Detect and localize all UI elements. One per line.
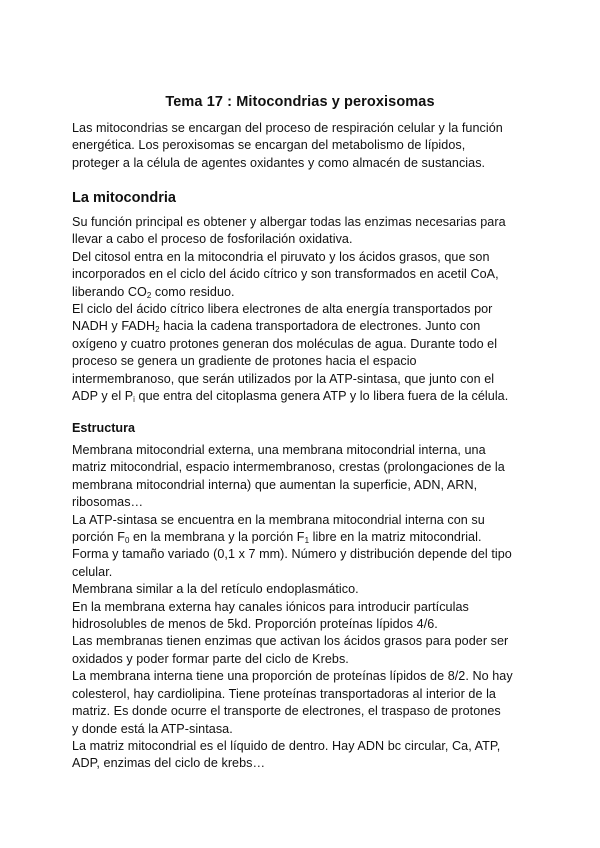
text-line: En la membrana externa hay canales iónicos para introducir partículas (72, 599, 469, 614)
subscript: i (133, 395, 135, 405)
text-line: La matriz mitocondrial es el líquido de dentro. Hay ADN bc circular, Ca, ATP, (72, 738, 501, 753)
text-line: Del citosol entra en la mitocondria el piruvato y los ácidos grasos, que son (72, 249, 490, 264)
section-heading-mitocondria: La mitocondria (72, 190, 176, 206)
text-fragment: hacia la cadena transportadora de electrones. Junto con (159, 319, 481, 334)
text-line: y donde está la ATP-sintasa. (72, 721, 233, 736)
page-title: Tema 17 : Mitocondrias y peroxisomas (165, 94, 435, 110)
text-line: ribosomas… (72, 495, 144, 510)
subscript: 2 (155, 325, 160, 335)
subscript: 1 (304, 536, 310, 546)
text-fragment: porción F (72, 530, 125, 545)
text-line: matriz. Es donde ocurre el transporte de electrones, el traspaso de protones (72, 704, 501, 719)
text-fragment: NADH y FADH (72, 319, 156, 334)
text-line: oxidados y poder formar parte del ciclo de Krebs. (72, 651, 349, 666)
text-line: energética. Los peroxisomas se encargan del metabolismo de lípidos, (72, 138, 466, 153)
text-line: El ciclo del ácido cítrico libera electrones de alta energía transportados por (72, 302, 493, 317)
text-line: Membrana similar a la del retículo endoplasmático. (72, 582, 359, 597)
text-line: llevar a cabo el proceso de fosforilación oxidativa. (72, 232, 353, 247)
text-line: intermembranoso, que serán utilizados por la ATP-sintasa, que junto con el (72, 371, 495, 386)
text-line: La ATP-sintasa se encuentra en la membrana mitocondrial interna con su (72, 512, 485, 527)
text-fragment: como residuo. (151, 284, 235, 299)
text-line: matriz mitocondrial, espacio intermembranoso, crestas (prolongaciones de la (72, 460, 505, 475)
text-line (72, 388, 532, 405)
text-line: Forma y tamaño variado (0,1 x 7 mm). Número y distribución depende del tipo (72, 547, 512, 562)
text-line: Su función principal es obtener y albergar todas las enzimas necesarias para (72, 215, 506, 229)
text-line: ADP, enzimas del ciclo de krebs… (72, 756, 266, 771)
text-line: Las membranas tienen enzimas que activan los ácidos grasos para poder ser (72, 634, 509, 649)
subscript: 2 (146, 290, 152, 300)
text-line: celular. (72, 564, 113, 579)
section-mitocondria-body (72, 214, 532, 405)
text-line: proteger a la célula de agentes oxidantes y como almacén de sustancias. (72, 155, 486, 170)
text-line: hidrosolubles de menos de 5kd. Proporción proteínas lípidos 4/6. (72, 617, 438, 632)
subscript: 0 (124, 536, 130, 546)
text-fragment: en la membrana y la porción F (129, 530, 305, 545)
text-line: Las mitocondrias se encargan del proceso de respiración celular y la función (72, 121, 503, 135)
text-line: oxígeno y cuatro protones generan dos moléculas de agua. Durante todo el (72, 336, 498, 351)
section-heading-estructura: Estructura (72, 421, 135, 435)
text-fragment: ADP y el P (72, 389, 134, 404)
section-estructura-body (72, 442, 532, 773)
text-line: membrana mitocondrial interna) que aumentan la superficie, ADN, ARN, (72, 477, 478, 492)
text-fragment: que entra del citoplasma genera ATP y lo libera fuera de la célula. (135, 389, 509, 404)
text-fragment: libre en la matriz mitocondrial. (309, 530, 482, 545)
text-line (72, 284, 532, 301)
text-line: Membrana mitocondrial externa, una membrana mitocondrial interna, una (72, 443, 486, 457)
text-fragment: liberando CO (72, 284, 147, 299)
text-line: incorporados en el ciclo del ácido cítrico y son transformados en acetil CoA, (72, 267, 499, 282)
text-line: La membrana interna tiene una proporción de proteínas lípidos de 8/2. No hay (72, 669, 513, 684)
text-line (72, 318, 532, 335)
text-line: colesterol, hay cardiolipina. Tiene proteínas transportadoras al interior de la (72, 686, 496, 701)
intro-paragraph (72, 120, 532, 172)
text-line: proceso se genera un gradiente de protones hacia el espacio (72, 354, 417, 369)
text-line (72, 529, 532, 546)
